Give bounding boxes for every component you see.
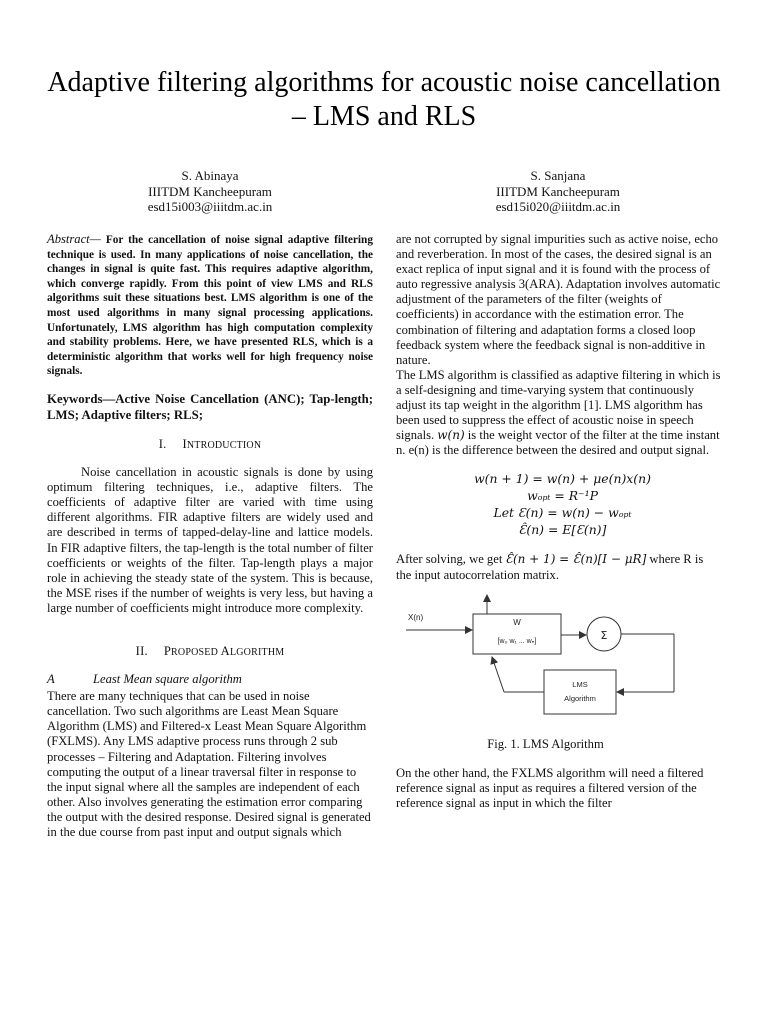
section-title-initial: I <box>182 436 187 451</box>
text-span: The LMS algorithm is classified as adaptive filtering in which is a self-designing and time-varying system that continuously adjust its tap weight in the algorithm [1]. LMS algorithm has been used to suppress the effect of acoustic noise in speech signals. <box>396 367 721 443</box>
left-column <box>47 232 373 840</box>
inline-math: w(n) <box>437 428 465 443</box>
input-label: X(n) <box>408 612 424 622</box>
author-name: S. Abinaya <box>181 168 239 183</box>
paper-title: Adaptive filtering algorithms for acoustic noise cancellation – LMS and RLS <box>47 67 721 132</box>
author-email: esd15i003@iiitdm.ac.in <box>147 199 273 214</box>
section-heading-proposed <box>47 644 373 660</box>
figure-caption: Fig. 1. LMS Algorithm <box>487 736 604 751</box>
filter-weight-vector: [w₀ w₁ ... wₙ] <box>497 637 537 645</box>
section-title-initial: A <box>220 643 230 658</box>
solution-paragraph <box>396 552 721 582</box>
subsection-heading <box>47 672 373 687</box>
author-block-1 <box>100 168 320 215</box>
author-email: esd15i020@iiitdm.ac.in <box>495 199 621 214</box>
equation: Let Ɛ(n) = w(n) − wₒₚₜ <box>493 505 632 521</box>
fxlms-paragraph: On the other hand, the FXLMS algorithm will need a filtered reference signal as input as requires a filtered version of the reference signal as input in which the filter <box>396 765 704 810</box>
author-block-2 <box>448 168 668 215</box>
abstract-text: For the cancellation of noise signal adaptive filtering technique is used. In many applications of noise cancellation, the changes in signal is quite fast. This requires adaptive algorithm, which converge rapidly. From this point of view LMS and RLS algorithms suit these situations best. LMS algorithm is one of the most used algorithms in many signal processing applications. Unfortunately, LMS algorithm has high computation complexity and stability problems. Here, we have presented RLS, which is a deterministic algorithm that works well for high frequency noise signals. <box>47 234 373 378</box>
section-number: II. <box>135 643 148 658</box>
lms-algorithm-box <box>544 670 616 714</box>
section-title-rest: NTRODUCTION <box>186 439 262 451</box>
section-title-rest: ROPOSED <box>171 646 218 658</box>
keywords: Keywords—Active Noise Cancellation (ANC); Tap-length; LMS; Adaptive filters; RLS; <box>47 391 373 422</box>
lms-box-label: LMS <box>572 679 588 689</box>
introduction-paragraph: Noise cancellation in acoustic signals is done by using optimum filtering techniques, i.e., adaptive filters. The coefficients of adaptive filter are varied with time using different algorithms. FIR adaptive filters are widely used and are described in terms of tapped-delay-line and lattice models. In FIR adaptive filters, the tap-length is the total number of filter coefficients or weights of the filter. Tap-length plays a major role in achieving the steady state of the system. This is because, the MSE rises if the number of weights is very less, but having a large number of coefficients might introduce more complexity. <box>47 465 373 615</box>
lms-block-diagram <box>396 589 721 727</box>
filter-w-label: W <box>513 617 521 627</box>
continued-paragraph: are not corrupted by signal impurities such as active noise, echo and reverberation. In most of the cases, the desired signal is an exact replica of input signal and it is found with the process of auto regressive analysis 3(ARA). Adaptation involves automatic adjustment of the parameters of the filter (weights of coefficients) in accordance with the estimation error. The combination of filtering and adaptation forms a closed loop feedback system where the feedback signal is non-additive in nature. <box>396 232 721 367</box>
section-title-initial: P <box>163 643 172 658</box>
equation: wₒₚₜ = R⁻¹P <box>527 488 598 504</box>
author-affiliation: IIITDM Kancheepuram <box>148 183 272 199</box>
sum-symbol: Σ <box>600 628 608 642</box>
subsection-title: Least Mean square algorithm <box>93 672 242 687</box>
equation: w(n + 1) = w(n) + μe(n)x(n) <box>474 471 651 487</box>
subsection-number: A <box>47 672 55 687</box>
author-name: S. Sanjana <box>530 168 586 183</box>
abstract-label: Abstract— <box>47 232 101 246</box>
lms-description-paragraph <box>396 368 721 459</box>
text-span: After solving, we get <box>396 552 506 567</box>
right-column <box>396 232 721 811</box>
equation-block <box>404 470 721 538</box>
section-title-rest: LGORITHM <box>229 646 285 658</box>
inline-math: Ɛ̂(n + 1) = Ɛ̂(n)[I − μR] <box>505 552 647 567</box>
section-number: I. <box>158 436 167 451</box>
weight-update-arrow <box>492 657 504 692</box>
abstract <box>47 232 373 379</box>
equation: Ɛ̂(n) = E[Ɛ(n)] <box>518 522 607 538</box>
author-affiliation: IIITDM Kancheepuram <box>496 183 620 199</box>
text-span: where R is the input autocorrelation matrix. <box>396 552 704 582</box>
text-span: is the weight vector of the filter at the time instant n. e(n) is the difference between the desired and output signal. <box>396 428 720 458</box>
lms-paragraph: There are many techniques that can be used in noise cancellation. Two such algorithms are Least Mean Square Algorithm (LMS) and Filtered-x Least Mean Square Algorithm (FXLMS). Any LMS adaptive process runs through 2 sub processes – Filtering and Adaptation. Filtering involves computing the output of a linear traversal filter in response to the input signal where all the samples are independent of each other. Also involves generating the estimation error comparing the output with the desired response. Desired signal is generated in the due course from past input and output signals which <box>47 689 371 839</box>
section-heading-introduction <box>47 437 373 453</box>
lms-box-label: Algorithm <box>564 693 596 703</box>
